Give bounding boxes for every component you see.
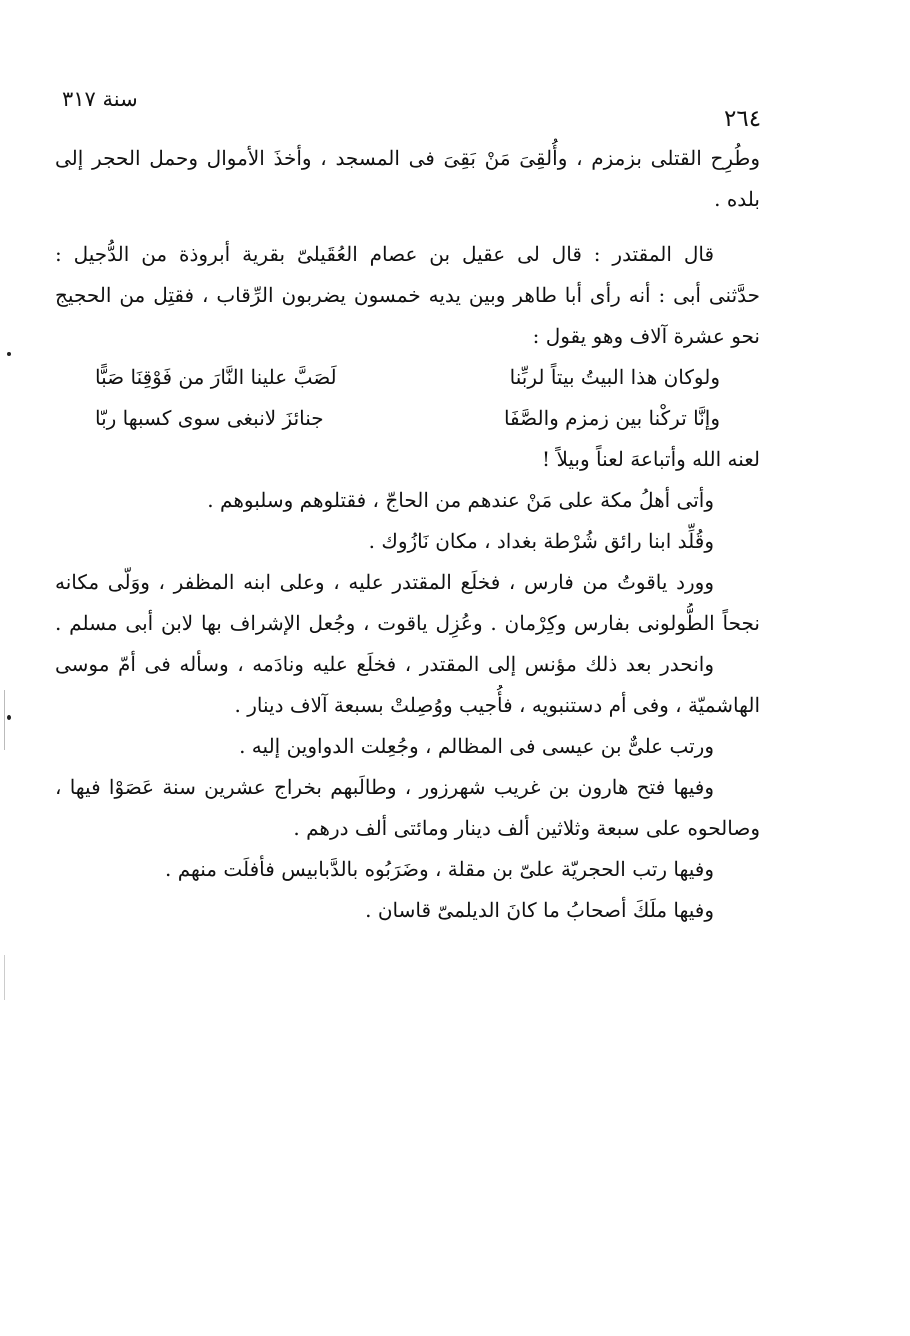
paragraph-5-line-1: وورد ياقوتُ من فارس ، فخلَع المقتدر عليه ، وعلى ابنه المظفر ، ووَلّى مكانه — [55, 570, 714, 594]
paragraph-8-line-2: وصالحوه على سبعة وثلاثين ألف دينار ومائتى ألف درهم . — [293, 816, 760, 840]
page-number: ٢٦٤ — [724, 106, 762, 132]
paragraph-8-line-1: وفيها فتح هارون بن غريب شهرزور ، وطالَبهم بخراج عشرين سنة عَصَوْا فيها ، — [55, 775, 714, 799]
verse-1-first-hemistich: ولوكان هذا البيتُ بيتاً لربِّنا — [509, 365, 720, 389]
paragraph-2-line-2: حدَّثنى أبى : أنه رأى أبا طاهر وبين يديه خمسون يضربون الرِّقاب ، فقتِل من الحجيج — [55, 283, 760, 307]
running-head-year: سنة ٣١٧ — [62, 87, 138, 111]
paragraph-6-line-2: الهاشميّة ، وفى أم دستنبويه ، فأُجيب ووُصِلتْ بسبعة آلاف دينار . — [234, 693, 760, 717]
paragraph-4: وقُلِّد ابنا رائق شُرْطة بغداد ، مكان نَازُوك . — [368, 529, 714, 553]
main-text — [55, 138, 760, 931]
scan-speck — [7, 352, 11, 356]
scan-edge-line — [4, 690, 5, 750]
paragraph-9: وفيها رتب الحجريّة علىّ بن مقلة ، وضَرَبُوه بالدَّبابيس فأفلَت منهم . — [165, 857, 714, 881]
paragraph-gap — [55, 220, 760, 234]
paragraph-1-line-2: بلده . — [714, 187, 760, 211]
paragraph-1-line-1: وطُرِح القتلى بزمزم ، وأُلقِىَ مَنْ بَقِىَ فى المسجد ، وأخذَ الأموال وحمل الحجر إلى — [55, 146, 760, 170]
paragraph-6-line-1: وانحدر بعد ذلك مؤنس إلى المقتدر ، فخلَع عليه ونادَمه ، وسأله فى أمّ موسى — [55, 652, 714, 676]
paragraph-7: ورتب علىٌّ بن عيسى فى المظالم ، وجُعِلت الدواوين إليه . — [239, 734, 714, 758]
verse-2-first-hemistich: وإنَّا تركْنا بين زمزم والصَّفَا — [503, 406, 720, 430]
paragraph-2-line-3: نحو عشرة آلاف وهو يقول : — [532, 324, 760, 348]
paragraph-10: وفيها ملَكَ أصحابُ ما كانَ الديلمىّ قاسان . — [365, 898, 714, 922]
curse-line: لعنه الله وأتباعهَ لعناً وبيلاً ! — [542, 447, 760, 471]
paragraph-5-line-2: نجحاً الطُّولونى بفارس وكِرْمان . وعُزِل ياقوت ، وجُعل الإشراف بها لابن أبى مسلم . — [55, 611, 760, 635]
verse-line-1 — [55, 357, 760, 398]
verse-line-2 — [55, 398, 760, 439]
paragraph-2-line-1: قال المقتدر : قال لى عقيل بن عصام العُقَيلىّ بقرية أبروذة من الدُّجيل : — [55, 242, 714, 266]
paragraph-3: وأتى أهلُ مكة على مَنْ عندهم من الحاجّ ، فقتلوهم وسلبوهم . — [207, 488, 714, 512]
scan-speck — [7, 715, 11, 720]
verse-2-second-hemistich: جنائزَ لانبغى سوى كسبها ربّا — [95, 406, 324, 430]
verse-1-second-hemistich: لَصَبَّ علينا النَّارَ من فَوْقِنَا صَبًّا — [95, 365, 337, 389]
scan-edge-line — [4, 955, 5, 1000]
